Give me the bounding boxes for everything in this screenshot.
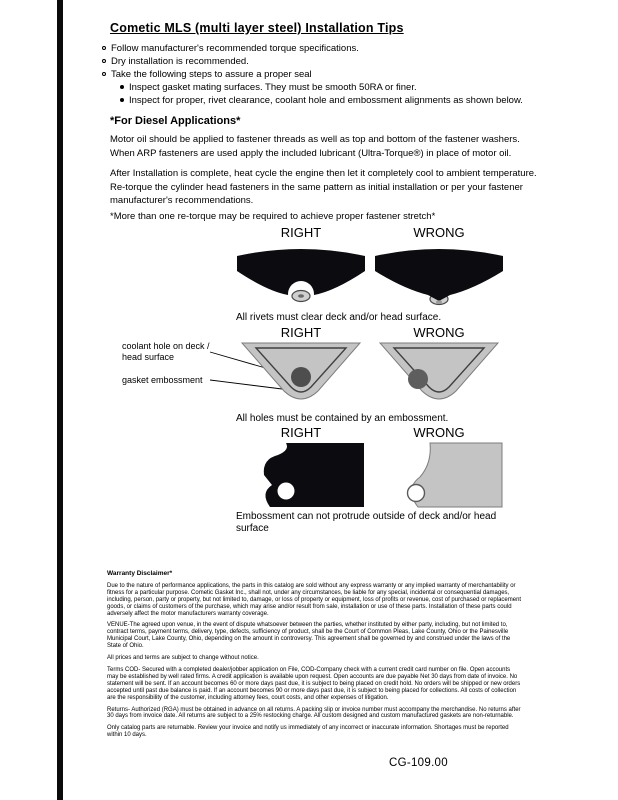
warranty-paragraph: Returns- Authorized (RGA) must be obtained in advance on all returns. A packing slip or invoice number must accompany the merchandise. No returns after 30 days from invoice date. All returns are subject to a 25% restocking charge. All custom designed and custom manufactured gaskets are non-returnable. (107, 706, 521, 720)
coolant-hole (291, 367, 311, 387)
rivet-touching-diagram (374, 241, 504, 309)
dot-bullet-icon (120, 98, 124, 102)
wrong-label: WRONG (413, 325, 465, 340)
rivet-center (436, 300, 442, 304)
embossment-hole (408, 485, 425, 502)
warranty-disclaimer-section (107, 571, 522, 744)
warranty-paragraph: VENUE-The agreed upon venue, in the event of dispute whatsoever between the parties, whether instituted by either party, including, but not limited to, contract terms, payment terms, delivery, type, defects, sufficiency of product, shall be the Court of Common Pleas, Lake County, Ohio or the Painesville Municipal Court, Lake County, Ohio, depending on the amount in controversy. This agreement shall be governed by and construed under the laws of the State of Ohio. (107, 622, 511, 650)
figure-rivet-wrong (374, 241, 504, 309)
figure-protrusion-wrong (374, 441, 504, 509)
list-item (102, 55, 542, 68)
list-item (102, 68, 542, 81)
hole-not-contained-diagram (374, 341, 504, 409)
page-code: CG-109.00 (389, 757, 448, 769)
rivet-clearing-diagram (236, 241, 366, 309)
list-item-text: Take the following steps to assure a proper seal (111, 69, 312, 80)
list-item-text: Follow manufacturer's recommended torque specifications. (111, 43, 359, 54)
diesel-paragraph-1: Motor oil should be applied to fastener threads as well as top and bottom of the fastener washers. When ARP fasteners are used apply the included lubricant (Ultra-Torque®) in place of motor oil. (110, 134, 520, 159)
wrong-label: WRONG (413, 425, 465, 440)
right-label: RIGHT (280, 325, 322, 340)
page-title: Cometic MLS (multi layer steel) Installation Tips (110, 21, 404, 35)
list-item-text: Dry installation is recommended. (111, 56, 249, 67)
warranty-paragraph: Only catalog parts are returnable. Review your invoice and notify us immediately of any incorrect or inaccurate information. Shortages must be reported within 10 days. (107, 725, 509, 739)
deck-edge-shape (264, 443, 364, 507)
figure-embossment-wrong (374, 341, 504, 409)
deck-surface-shape (375, 249, 503, 301)
circle-bullet-icon (102, 72, 106, 76)
list-item-text: Inspect gasket mating surfaces. They must be smooth 50RA or finer. (129, 82, 417, 93)
list-item-text: Inspect for proper, rivet clearance, coolant hole and embossment alignments as shown below. (129, 95, 523, 106)
figure-embossment-right (236, 341, 366, 409)
tips-list (102, 42, 542, 107)
rivet-center (298, 294, 304, 298)
retorque-note: *More than one re-torque may be required to achieve proper fastener stretch* (110, 211, 436, 222)
list-item (120, 94, 542, 107)
warranty-paragraph: All prices and terms are subject to change without notice. (107, 655, 259, 662)
figure-caption: All rivets must clear deck and/or head surface. (236, 312, 442, 323)
figure-caption: All holes must be contained by an embossment. (236, 413, 449, 424)
callout-coolant-hole: coolant hole on deck / head surface (122, 341, 210, 362)
warranty-paragraph: Terms COD- Secured with a completed dealer/jobber application on File, COD-Company check with a current credit card number on file. Open accounts may be established by well rated firms. A credit application is available upon request. Open accounts are due payable Net 30 days from date of invoice. No statement will be sent. If an account becomes 60 or more days past due, it is subject to being placed on credit hold. No orders will be shipped or new orders accepted until past due balance is paid. If an account becomes 90 or more days past due, it is subject to being placed for collections. All costs of collection are the responsibility of the customer, including attorney fees, court costs, and other expenses of litigation. (107, 666, 521, 701)
warranty-paragraph: Due to the nature of performance applications, the parts in this catalog are sold without any express warranty or any implied warranty of merchantability or fitness for a particular purpose. Cometic Gasket Inc., shall not, under any circumstances, be liable for any special, incidental or consequential damages, including, person, party or property, but not limited to, damage, or loss of property or equipment, loss of profits or revenue, cost of purchased or replacement goods, or claims of customers of the purchase, which may arise and/or result from sale, installation or use of these parts. Installation of these parts could adversely affect the motor manufacturers warranty coverage. (107, 582, 522, 617)
circle-bullet-icon (102, 46, 106, 50)
embossment-protruding-diagram (374, 441, 504, 509)
embossment-hole (278, 483, 295, 500)
diesel-paragraph-2: After Installation is complete, heat cycle the engine then let it completely cool to ambient temperature. Re-torque the cylinder head fasteners in the same pattern as initial installation or per your fastener manufacturer's recommendations. (110, 168, 537, 206)
wrong-label: WRONG (413, 225, 465, 240)
hole-contained-diagram (236, 341, 366, 409)
dot-bullet-icon (120, 85, 124, 89)
right-label: RIGHT (280, 425, 322, 440)
embossment-inside-diagram (236, 441, 366, 509)
list-item (120, 81, 542, 94)
figure-caption: Embossment can not protrude outside of deck and/or head surface (236, 511, 497, 534)
diesel-applications-heading: *For Diesel Applications* (110, 115, 241, 127)
right-label: RIGHT (280, 225, 322, 240)
coolant-hole (408, 369, 428, 389)
deck-edge-shape (411, 443, 502, 507)
figure-protrusion-right (236, 441, 366, 509)
scan-edge-strip (57, 0, 63, 800)
warranty-heading: Warranty Disclaimer* (107, 570, 173, 577)
figure-rivet-right (236, 241, 366, 309)
callout-gasket-embossment: gasket embossment (122, 375, 203, 385)
circle-bullet-icon (102, 59, 106, 63)
list-item (102, 42, 542, 55)
